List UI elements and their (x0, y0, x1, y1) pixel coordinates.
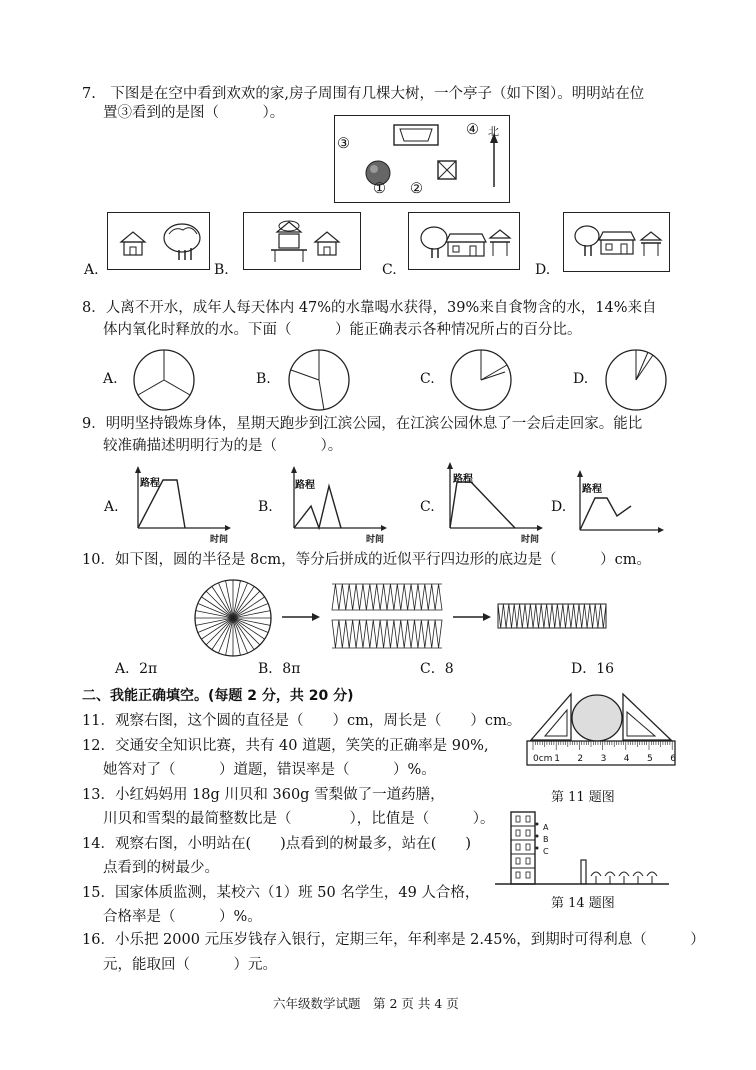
q10-option-b: B．8π (258, 661, 301, 677)
q8-option-d-label: D. (573, 371, 589, 387)
q10-split-sectors (330, 582, 444, 654)
page-footer: 六年级数学试题 第 2 页 共 4 页 (273, 996, 459, 1011)
q8-pie-b[interactable] (287, 348, 351, 412)
q10-circle-sectors (193, 578, 273, 658)
fig14-drawing (493, 804, 673, 890)
q9-line1: 9．明明坚持锻炼身体，星期天跑步到江滨公园，在江滨公园休息了一会后走回家。能比 (82, 416, 643, 432)
q9-option-b-label: B. (258, 499, 273, 515)
q8-option-a-label: A. (103, 371, 118, 387)
arrow-icon (280, 610, 322, 624)
q8-pie-c[interactable] (449, 348, 513, 412)
q12-line1: 12．交通安全知识比赛，共有 40 道题，笑笑的正确率是 90%, (82, 738, 489, 754)
q8-option-c-label: C. (420, 371, 435, 387)
section2-title: 二、我能正确填空。(每题 2 分，共 20 分) (82, 688, 354, 704)
q13-line1: 13．小红妈妈用 18g 川贝和 360g 雪梨做了一道药膳， (82, 787, 445, 803)
q8-line2: 体内氧化时释放的水。下面（ ）能正确表示各种情况所占的百分比。 (103, 322, 582, 338)
q8-pie-d[interactable] (604, 348, 668, 412)
q9-line2: 较准确描述明明行为的是（ ）。 (103, 438, 343, 454)
q15-line1: 15．国家体质监测，某校六（1）班 50 名学生，49 人合格， (82, 885, 480, 901)
q10-parallelogram (496, 602, 610, 632)
q13-line2: 川贝和雪梨的最简整数比是（ ），比值是（ ）。 (103, 811, 495, 827)
q10-line1: 10．如下图，圆的半径是 8cm，等分后拼成的近似平行四边形的底边是（ ）cm。 (82, 552, 652, 568)
arrow-icon (451, 610, 493, 624)
q7-line2: 置③看到的是图（ ）。 (103, 105, 285, 121)
ruler-tick-label: 1 (554, 754, 560, 764)
q7-option-a-drawing (107, 212, 210, 270)
q14-line1: 14．观察右图，小明站在( )点看到的树最多，站在( ) (82, 836, 472, 852)
q7-label-3: ③ (337, 136, 350, 152)
ruler-tick-label: 2 (577, 754, 584, 764)
q9-a-ylabel: 路程 (140, 478, 160, 489)
q8-line1: 8．人离不开水，成年人每天体内 47%的水靠喝水获得，39%来自食物含的水，14%来自 (82, 300, 657, 316)
q9-b-xlabel: 时间 (366, 535, 385, 545)
q7-line1: 7. 下图是在空中看到欢欢的家,房子周围有几棵大树，一个亭子（如下图）。明明站在位 (82, 86, 645, 102)
ruler-tick-label: 5 (647, 754, 653, 764)
fig14-label-a: A (543, 823, 549, 832)
q10-option-d: D．16 (571, 661, 615, 677)
q9-d-ylabel: 路程 (582, 484, 602, 495)
q9-c-xlabel: 时间 (521, 535, 540, 545)
fig14-label-b: B (543, 835, 549, 844)
ruler-tick-label: 3 (600, 754, 607, 764)
q9-b-ylabel: 路程 (295, 480, 315, 491)
q8-option-b-label: B. (256, 371, 271, 387)
q12-line2: 她答对了（ ）道题，错误率是（ ）%。 (103, 762, 436, 778)
q7-option-d-drawing (563, 212, 670, 272)
q9-option-a-label: A. (104, 499, 119, 515)
q8-pie-a[interactable] (132, 348, 196, 412)
q7-option-b-drawing (243, 212, 361, 270)
q9-option-c-label: C. (420, 499, 435, 515)
q15-line2: 合格率是（ ）%。 (103, 909, 262, 925)
q9-option-d-label: D. (551, 499, 567, 515)
q11-line1: 11．观察右图，这个圆的直径是（ ）cm，周长是（ ）cm。 (82, 713, 522, 729)
q7-option-d-label: D. (535, 262, 551, 278)
ruler-tick-label: 6 (670, 754, 676, 764)
q14-line2: 点看到的树最少。 (103, 860, 219, 876)
q7-label-1: ① (373, 181, 386, 197)
ruler-tick-label: 4 (623, 754, 630, 764)
q9-a-xlabel: 时间 (210, 535, 229, 545)
q7-label-4: ④ (466, 122, 479, 138)
fig11-caption: 第 11 题图 (551, 790, 615, 805)
q7-north-label: 北 (488, 125, 499, 138)
q10-option-c: C．8 (420, 661, 454, 677)
fig11-ruler-drawing (525, 690, 679, 774)
fig14-label-c: C (543, 847, 549, 856)
q7-option-c-label: C. (382, 262, 397, 278)
fig14-caption: 第 14 题图 (551, 896, 615, 911)
q16-line1: 16．小乐把 2000 元压岁钱存入银行，定期三年，年利率是 2.45%，到期时可得利息（ ） (82, 932, 705, 948)
q7-label-2: ② (410, 181, 423, 197)
q7-option-c-drawing (408, 212, 520, 270)
q10-option-a: A．2π (115, 661, 158, 677)
q7-option-b-label: B. (214, 262, 229, 278)
q16-line2: 元，能取回（ ）元。 (103, 957, 277, 973)
q7-option-a-label: A. (84, 262, 99, 278)
ruler-tick-label: 0cm (533, 754, 553, 764)
q9-c-ylabel: 路程 (453, 474, 473, 485)
